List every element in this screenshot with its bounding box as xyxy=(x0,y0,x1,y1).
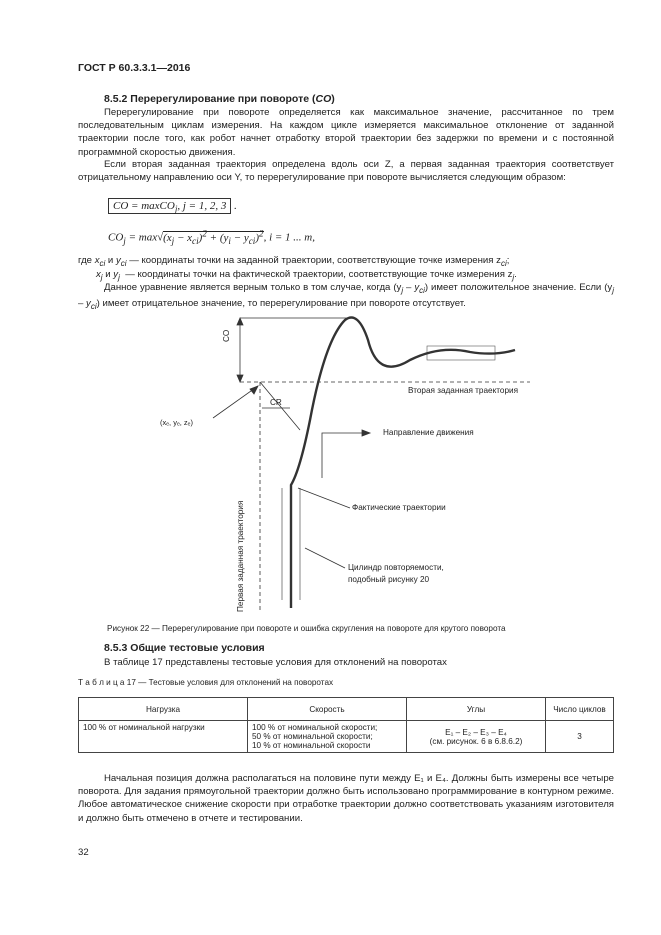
cell-speed xyxy=(248,721,407,753)
cylinder-label-2: подобный рисунку 20 xyxy=(348,575,430,584)
formula-coj-tail: , i = 1 ... m, xyxy=(263,231,316,244)
cyl-leader xyxy=(305,548,345,568)
table-header-row xyxy=(79,698,614,721)
formula-coj-lhs: CO xyxy=(108,231,124,244)
final-paragraph: Начальная позиция должна располагаться на половине пути между E₁ и E₄. Должны быть измерены все четыре поворота. Для задания прямоугольной траектории должно быть использовано программирование в контурном режиме. Любое автоматическое снижение скорости при отработке траектории должно соответствовать указаниям изготовителя и должно быть отмечено в отчете и тестировании. xyxy=(78,773,614,824)
direction-label: Направление движения xyxy=(383,428,474,437)
formula-co-main: CO = maxCO xyxy=(113,200,175,212)
point-label: (xₑ, yₑ, zₑ) xyxy=(160,418,193,427)
paragraph-3a: Данное уравнение является верным только в том случае, когда (y xyxy=(104,282,402,293)
paragraph-3b: ) имеет положительное значение. Если (y xyxy=(424,282,613,293)
section-title-co: CO xyxy=(315,93,332,105)
cell-cycles: 3 xyxy=(546,721,614,753)
table-row xyxy=(79,721,614,753)
cr-label: CR xyxy=(270,398,282,407)
second-path-label: Вторая заданная траектория xyxy=(408,386,519,395)
formula-coj-sub: j xyxy=(123,235,126,246)
speed-line-1: 100 % от номинальной скорости; xyxy=(252,723,378,732)
header-cycles: Число циклов xyxy=(546,698,614,721)
section-title-end: ) xyxy=(331,93,335,105)
formula-coj-eq: = max xyxy=(125,231,158,244)
first-path-label: Первая заданная траектория xyxy=(236,500,245,612)
angles-line-1: E₁ – E₂ – E₃ – E₄ xyxy=(445,727,507,737)
paragraph-3c: ) имеет отрицательное значение, то перерегулирование при повороте отсутствует. xyxy=(96,298,466,310)
definition-2: $x_j$ и $y_j$ — координаты точки на фактической траектории, соответствующие точке измерения $z_j$. xyxy=(96,269,517,282)
direction-arrowhead xyxy=(362,430,370,436)
formula-co-sub: j xyxy=(174,204,178,215)
header-load: Нагрузка xyxy=(79,698,248,721)
paragraph-1: Перерегулирование при повороте определяется как максимальное значение, рассчитанное по трем последовательным циклам измерения. На каждом цикле измеряется максимальное отклонение от заданной траектории после того, как робот начнет отработку второй траектории без задержки по времени и с постоянной программной скоростью движения. xyxy=(78,107,614,158)
actual-label: Фактические траектории xyxy=(352,503,446,512)
definition-1: где $x_{ci}$ и $y_{ci}$ — координаты точки на заданной траектории, соответствующие точке измерения $z_{ci}$; xyxy=(78,255,510,268)
page-number: 32 xyxy=(78,847,89,858)
cell-load: 100 % от номинальной нагрузки xyxy=(79,721,248,753)
actual-leader xyxy=(298,488,350,508)
table-intro: В таблице 17 представлены тестовые условия для отклонений на поворотах xyxy=(104,657,447,668)
definition-2-text: — координаты точки на фактической траектории, соответствующие точке измерения z xyxy=(125,269,513,280)
point-arrowhead xyxy=(250,386,258,394)
co-label: CO xyxy=(222,329,231,342)
direction-arrow xyxy=(322,433,365,478)
speed-line-2: 50 % от номинальной скорости; xyxy=(252,732,373,741)
paragraph-2: Если вторая заданная траектория определена вдоль оси Z, а первая заданная траектория соответствует отрицательному направлению оси Y, то перерегулирование при повороте вычисляется следующим образом: xyxy=(78,159,614,184)
formula-coj: $CO_j = \max√(x_j - x_{ci})^2 + (y_i - y_{ci})^2$, i = 1 ... m, xyxy=(108,228,316,246)
angles-line-2: (см. рисунок. 6 в 6.8.6.2) xyxy=(429,736,523,746)
section-title-text: 8.5.2 Перерегулирование при повороте ( xyxy=(104,93,316,105)
speed-line-3: 10 % от номинальной скорости xyxy=(252,741,371,750)
formula-co: CO = maxCO$_j$, j = 1, 2, 3 . xyxy=(108,200,237,214)
header-angles: Углы xyxy=(407,698,546,721)
section-title-853: 8.5.3 Общие тестовые условия xyxy=(104,642,265,654)
formula-co-tail: , j = 1, 2, 3 xyxy=(177,200,227,212)
where-word: где xyxy=(78,255,93,266)
test-conditions-table xyxy=(78,697,614,753)
figure-caption: Рисунок 22 — Перерегулирование при повороте и ошибка скругления на повороте для крутого поворота xyxy=(107,624,506,633)
table-caption: Т а б л и ц а 17 — Тестовые условия для отклонений на поворотах xyxy=(78,678,334,687)
cell-angles xyxy=(407,721,546,753)
header-speed: Скорость xyxy=(248,698,407,721)
co-arrow-top xyxy=(237,318,243,325)
definition-1-text: — координаты точки на заданной траектории, соответствующие точке измерения z xyxy=(129,255,501,266)
cylinder-label-1: Цилиндр повторяемости, xyxy=(348,563,444,572)
standard-header: ГОСТ Р 60.3.3.1—2016 xyxy=(78,62,191,74)
co-arrow-bottom xyxy=(237,375,243,382)
paragraph-3: Данное уравнение является верным только в том случае, когда $(y_j - y_{ci})$ имеет положительное значение. Если $(y_j - y_{ci})$ имеет отрицательное значение, то перерегулирование при повороте отсутствует. xyxy=(78,282,615,312)
